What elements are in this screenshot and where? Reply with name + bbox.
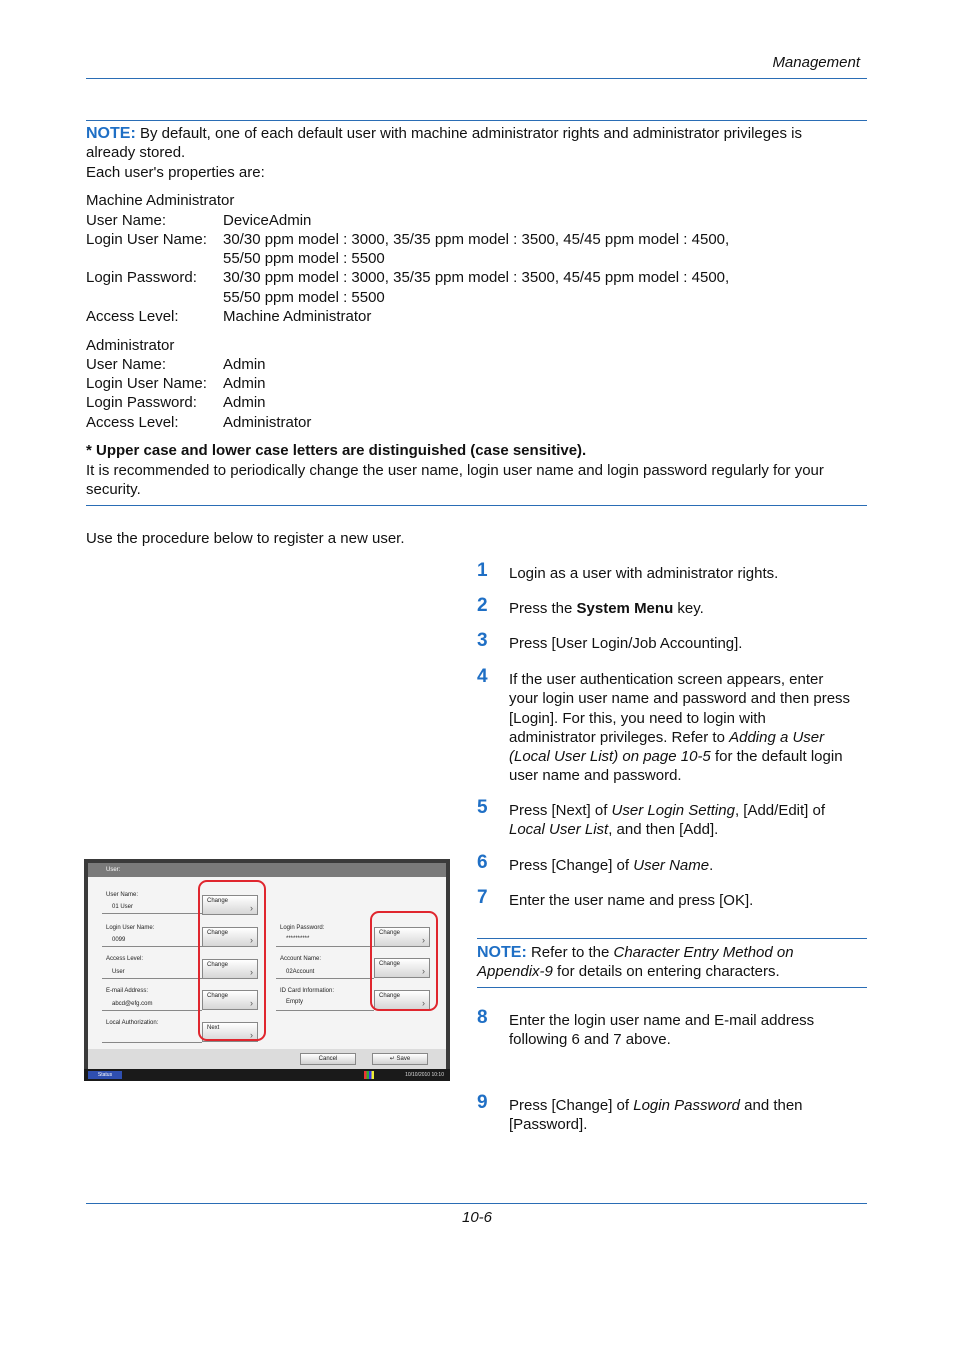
enter-icon: ↵ — [389, 1056, 397, 1062]
change-user-name-button[interactable]: Change › — [202, 895, 258, 915]
step-number: 3 — [477, 630, 488, 651]
change-account-name-button[interactable]: Change › — [374, 958, 430, 978]
status-button[interactable]: Status — [88, 1071, 122, 1079]
step-7: 7 Enter the user name and press [OK]. — [477, 887, 754, 909]
machine-admin-heading: Machine Administrator — [86, 192, 235, 209]
admin-heading: Administrator — [86, 337, 175, 354]
recommendation-text: It is recommended to periodically change the user name, login user name and login password regularly for your security. — [86, 462, 824, 499]
status-bar — [84, 1069, 450, 1081]
change-access-level-button[interactable]: Change › — [202, 959, 258, 979]
step-9: 9 Press [Change] of Login Password and then [Password]. — [477, 1092, 803, 1134]
note-text-2: already stored. — [86, 144, 186, 162]
note-text-3: Each user's properties are: — [86, 163, 265, 181]
page-number: 10-6 — [461, 1209, 493, 1226]
note2-top-rule — [477, 938, 867, 939]
date-time: 10/10/2010 10:10 — [405, 1072, 444, 1078]
note-block — [86, 124, 867, 182]
step-number: 7 — [477, 887, 488, 908]
screen-body: User Name: 01 User Change › Login User Name: 0099 Change › Access Level: User Change › E-mail Address: abcd@efg.com Change › Local Authorization: Next › Login Password: ********** Change › Account Name: 02Account Change › ID Card Information: Empty Change › — [88, 877, 446, 1049]
change-id-card-button[interactable]: Change › — [374, 990, 430, 1010]
step-number: 6 — [477, 852, 488, 873]
intro-text: Use the procedure below to register a new user. — [86, 530, 405, 547]
step-number: 4 — [477, 666, 488, 687]
note-top-rule — [86, 120, 867, 121]
step-5: 5 Press [Next] of User Login Setting, [Add/Edit] of Local User List, and then [Add]. — [477, 797, 826, 839]
chevron-right-icon: › — [250, 903, 253, 913]
step-number: 9 — [477, 1092, 488, 1113]
step-number: 8 — [477, 1007, 488, 1028]
step-8: 8 Enter the login user name and E-mail address following 6 and 7 above. — [477, 1007, 815, 1049]
step-3: 3 Press [User Login/Job Accounting]. — [477, 630, 743, 652]
local-authorization-next-button[interactable]: Next › — [202, 1022, 258, 1042]
step-number: 1 — [477, 560, 488, 581]
screen-bottom-bar — [88, 1049, 446, 1069]
admin-properties: Administrator User Name: Admin Login User Name: Admin Login Password: Admin Access Level: Administrator — [86, 337, 312, 431]
chevron-right-icon: › — [250, 967, 253, 977]
case-sensitive-note: * Upper case and lower case letters are distinguished (case sensitive). — [86, 442, 587, 459]
step-number: 2 — [477, 595, 488, 616]
chevron-right-icon: › — [422, 966, 425, 976]
screen-title: User: — [88, 863, 446, 877]
footer-rule — [86, 1203, 867, 1204]
chevron-right-icon: › — [422, 935, 425, 945]
step-2: 2 Press the System Menu key. — [477, 595, 704, 617]
chevron-right-icon: › — [422, 998, 425, 1008]
change-login-password-button[interactable]: Change › — [374, 927, 430, 947]
machine-admin-properties: Machine Administrator User Name: DeviceAdmin Login User Name: 30/30 ppm model : 3000, 35/35 ppm model : 3500, 45/45 ppm model : 4500, 55/50 ppm model : 5500 Login Password: 30/30 ppm model : 3000, 35/35 ppm model : 3500, 45/45 ppm model : 4500, 55/50 ppm model : 5500 Access Level: Machine Administrator — [86, 192, 730, 325]
highlight-left-buttons — [198, 880, 266, 1041]
change-email-button[interactable]: Change › — [202, 990, 258, 1010]
chevron-right-icon: › — [250, 1030, 253, 1040]
highlight-right-buttons — [370, 911, 438, 1011]
note-label: NOTE: — [86, 125, 136, 142]
step-4: 4 If the user authentication screen appears, enter your login user name and password and then press [Login]. For this, you need to login with administrator privileges. Refer to Adding a User (Local User List) on page 10-5 for the default login user name and password. — [477, 666, 851, 785]
note-bottom-rule — [86, 505, 867, 506]
step-1: 1 Login as a user with administrator rights. — [477, 560, 779, 582]
toner-icon — [364, 1071, 374, 1079]
chevron-right-icon: › — [250, 998, 253, 1008]
note2-block: NOTE: Refer to the Character Entry Method on Appendix-9 for details on entering characters. — [477, 944, 794, 981]
note-text: By default, one of each default user with machine administrator rights and administrator privileges is — [139, 125, 802, 142]
save-button[interactable]: ↵ Save — [372, 1053, 428, 1065]
change-login-user-name-button[interactable]: Change › — [202, 927, 258, 947]
step-number: 5 — [477, 797, 488, 818]
header-title: Management — [772, 54, 860, 71]
chevron-right-icon: › — [250, 935, 253, 945]
cancel-button[interactable]: Cancel — [300, 1053, 356, 1065]
header-rule — [86, 78, 867, 79]
step-6: 6 Press [Change] of User Name. — [477, 852, 714, 874]
note2-bottom-rule — [477, 987, 867, 988]
